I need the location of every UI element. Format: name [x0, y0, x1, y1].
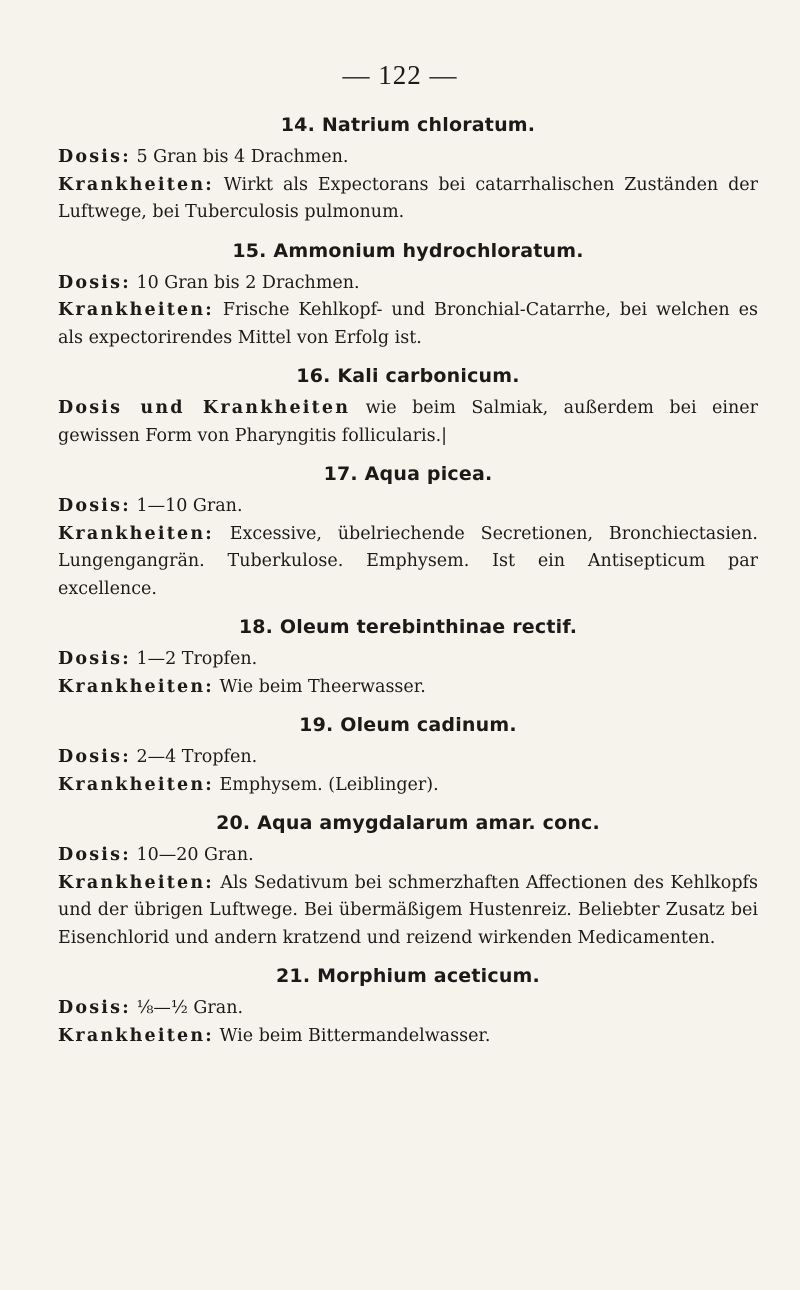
- dosis-label: Dosis:: [58, 845, 131, 865]
- krankheiten-text: Frische Kehlkopf- und Bronchial-Catarrhe, bei welchen es als expectorirendes Mittel von Erfolg ist.: [58, 300, 758, 348]
- dosis-line: [58, 270, 758, 298]
- dosis-text: 10—20 Gran.: [130, 845, 254, 865]
- krankheiten-paragraph: [58, 870, 758, 953]
- dosis-line: [58, 493, 758, 521]
- dosis-krankheiten-label: Dosis und Krankheiten: [58, 398, 351, 418]
- entry-aqua-amygdalarum: [58, 812, 758, 952]
- krankheiten-label: Krankheiten:: [58, 872, 214, 893]
- entry-heading: 15. Ammonium hydrochloratum.: [232, 239, 584, 262]
- entry-heading: 19. Oleum cadinum.: [299, 714, 517, 736]
- krankheiten-label: Krankheiten:: [58, 523, 214, 544]
- entry-heading: 20. Aqua amygdalarum amar. conc.: [216, 812, 600, 834]
- dosis-label: Dosis:: [58, 496, 131, 516]
- dosis-line: [58, 144, 758, 172]
- krankheiten-text: Als Sedativum bei schmerzhaften Affectionen des Kehlkopfs und der übrigen Luftwege. Bei übermäßigem Hustenreiz. Beliebter Zusatz bei Eisenchlorid und andern kratzend und reizend wirkenden Medicamenten.: [58, 872, 758, 948]
- krankheiten-label: Krankheiten:: [58, 774, 214, 795]
- krankheiten-paragraph: [58, 172, 758, 227]
- dosis-line: [58, 646, 758, 674]
- dosis-line: [58, 842, 758, 870]
- page-number: — 122 —: [342, 60, 458, 90]
- entry-oleum-terebinthinae: [58, 616, 758, 701]
- entry-aqua-picea: [58, 463, 758, 603]
- krankheiten-text: Wirkt als Expectorans bei catarrhalischen Zuständen der Luftwege, bei Tuberculosis pulmonum.: [58, 174, 758, 222]
- entry-morphium-aceticum: [58, 965, 758, 1050]
- dosis-label: Dosis:: [58, 649, 131, 669]
- dosis-text: 1—2 Tropfen.: [130, 649, 258, 669]
- krankheiten-text: Emphysem. (Leiblinger).: [213, 774, 439, 795]
- dosis-text: 2—4 Tropfen.: [130, 747, 258, 767]
- krankheiten-label: Krankheiten:: [58, 1025, 214, 1046]
- entry-kali-carbonicum: [58, 365, 758, 450]
- entry-oleum-cadinum: [58, 714, 758, 799]
- krankheiten-text: Excessive, übelriechende Secretionen, Bronchiectasien. Lungengangrän. Tuberkulose. Emphysem. Ist ein Antisepticum par excellence.: [58, 523, 758, 599]
- dosis-label: Dosis:: [58, 272, 131, 293]
- krankheiten-paragraph: [58, 772, 758, 800]
- krankheiten-text: Wie beim Bittermandelwasser.: [213, 1025, 491, 1046]
- entry-heading: 14. Natrium chloratum.: [280, 114, 536, 136]
- krankheiten-paragraph: [58, 521, 758, 604]
- krankheiten-paragraph: [58, 297, 758, 352]
- dosis-krankheiten-paragraph: [58, 395, 758, 450]
- dosis-text: 5 Gran bis 4 Drachmen.: [130, 147, 349, 167]
- dosis-line: [58, 995, 758, 1023]
- entry-ammonium-hydrochloratum: [58, 240, 758, 353]
- dosis-text: ⅛—½ Gran.: [130, 998, 244, 1018]
- entry-heading: 17. Aqua picea.: [323, 463, 493, 485]
- krankheiten-paragraph: [58, 674, 758, 702]
- entry-natrium-chloratum: [58, 114, 758, 227]
- krankheiten-paragraph: [58, 1023, 758, 1051]
- dosis-krankheiten-text: wie beim Salmiak, außerdem bei einer gewissen Form von Pharyngitis follicularis.|: [58, 398, 758, 446]
- dosis-label: Dosis:: [58, 747, 131, 767]
- krankheiten-label: Krankheiten:: [58, 300, 214, 320]
- dosis-line: [58, 744, 758, 772]
- entry-heading: 21. Morphium aceticum.: [276, 965, 540, 987]
- krankheiten-label: Krankheiten:: [58, 676, 214, 697]
- krankheiten-label: Krankheiten:: [58, 174, 214, 195]
- dosis-label: Dosis:: [58, 147, 131, 167]
- page-content: [58, 114, 758, 1063]
- dosis-text: 1—10 Gran.: [130, 496, 243, 516]
- dosis-text: 10 Gran bis 2 Drachmen.: [130, 272, 360, 293]
- entry-heading: 16. Kali carbonicum.: [296, 365, 520, 387]
- krankheiten-text: Wie beim Theerwasser.: [213, 676, 426, 697]
- entry-heading: 18. Oleum terebinthinae rectif.: [238, 616, 578, 638]
- dosis-label: Dosis:: [58, 998, 131, 1018]
